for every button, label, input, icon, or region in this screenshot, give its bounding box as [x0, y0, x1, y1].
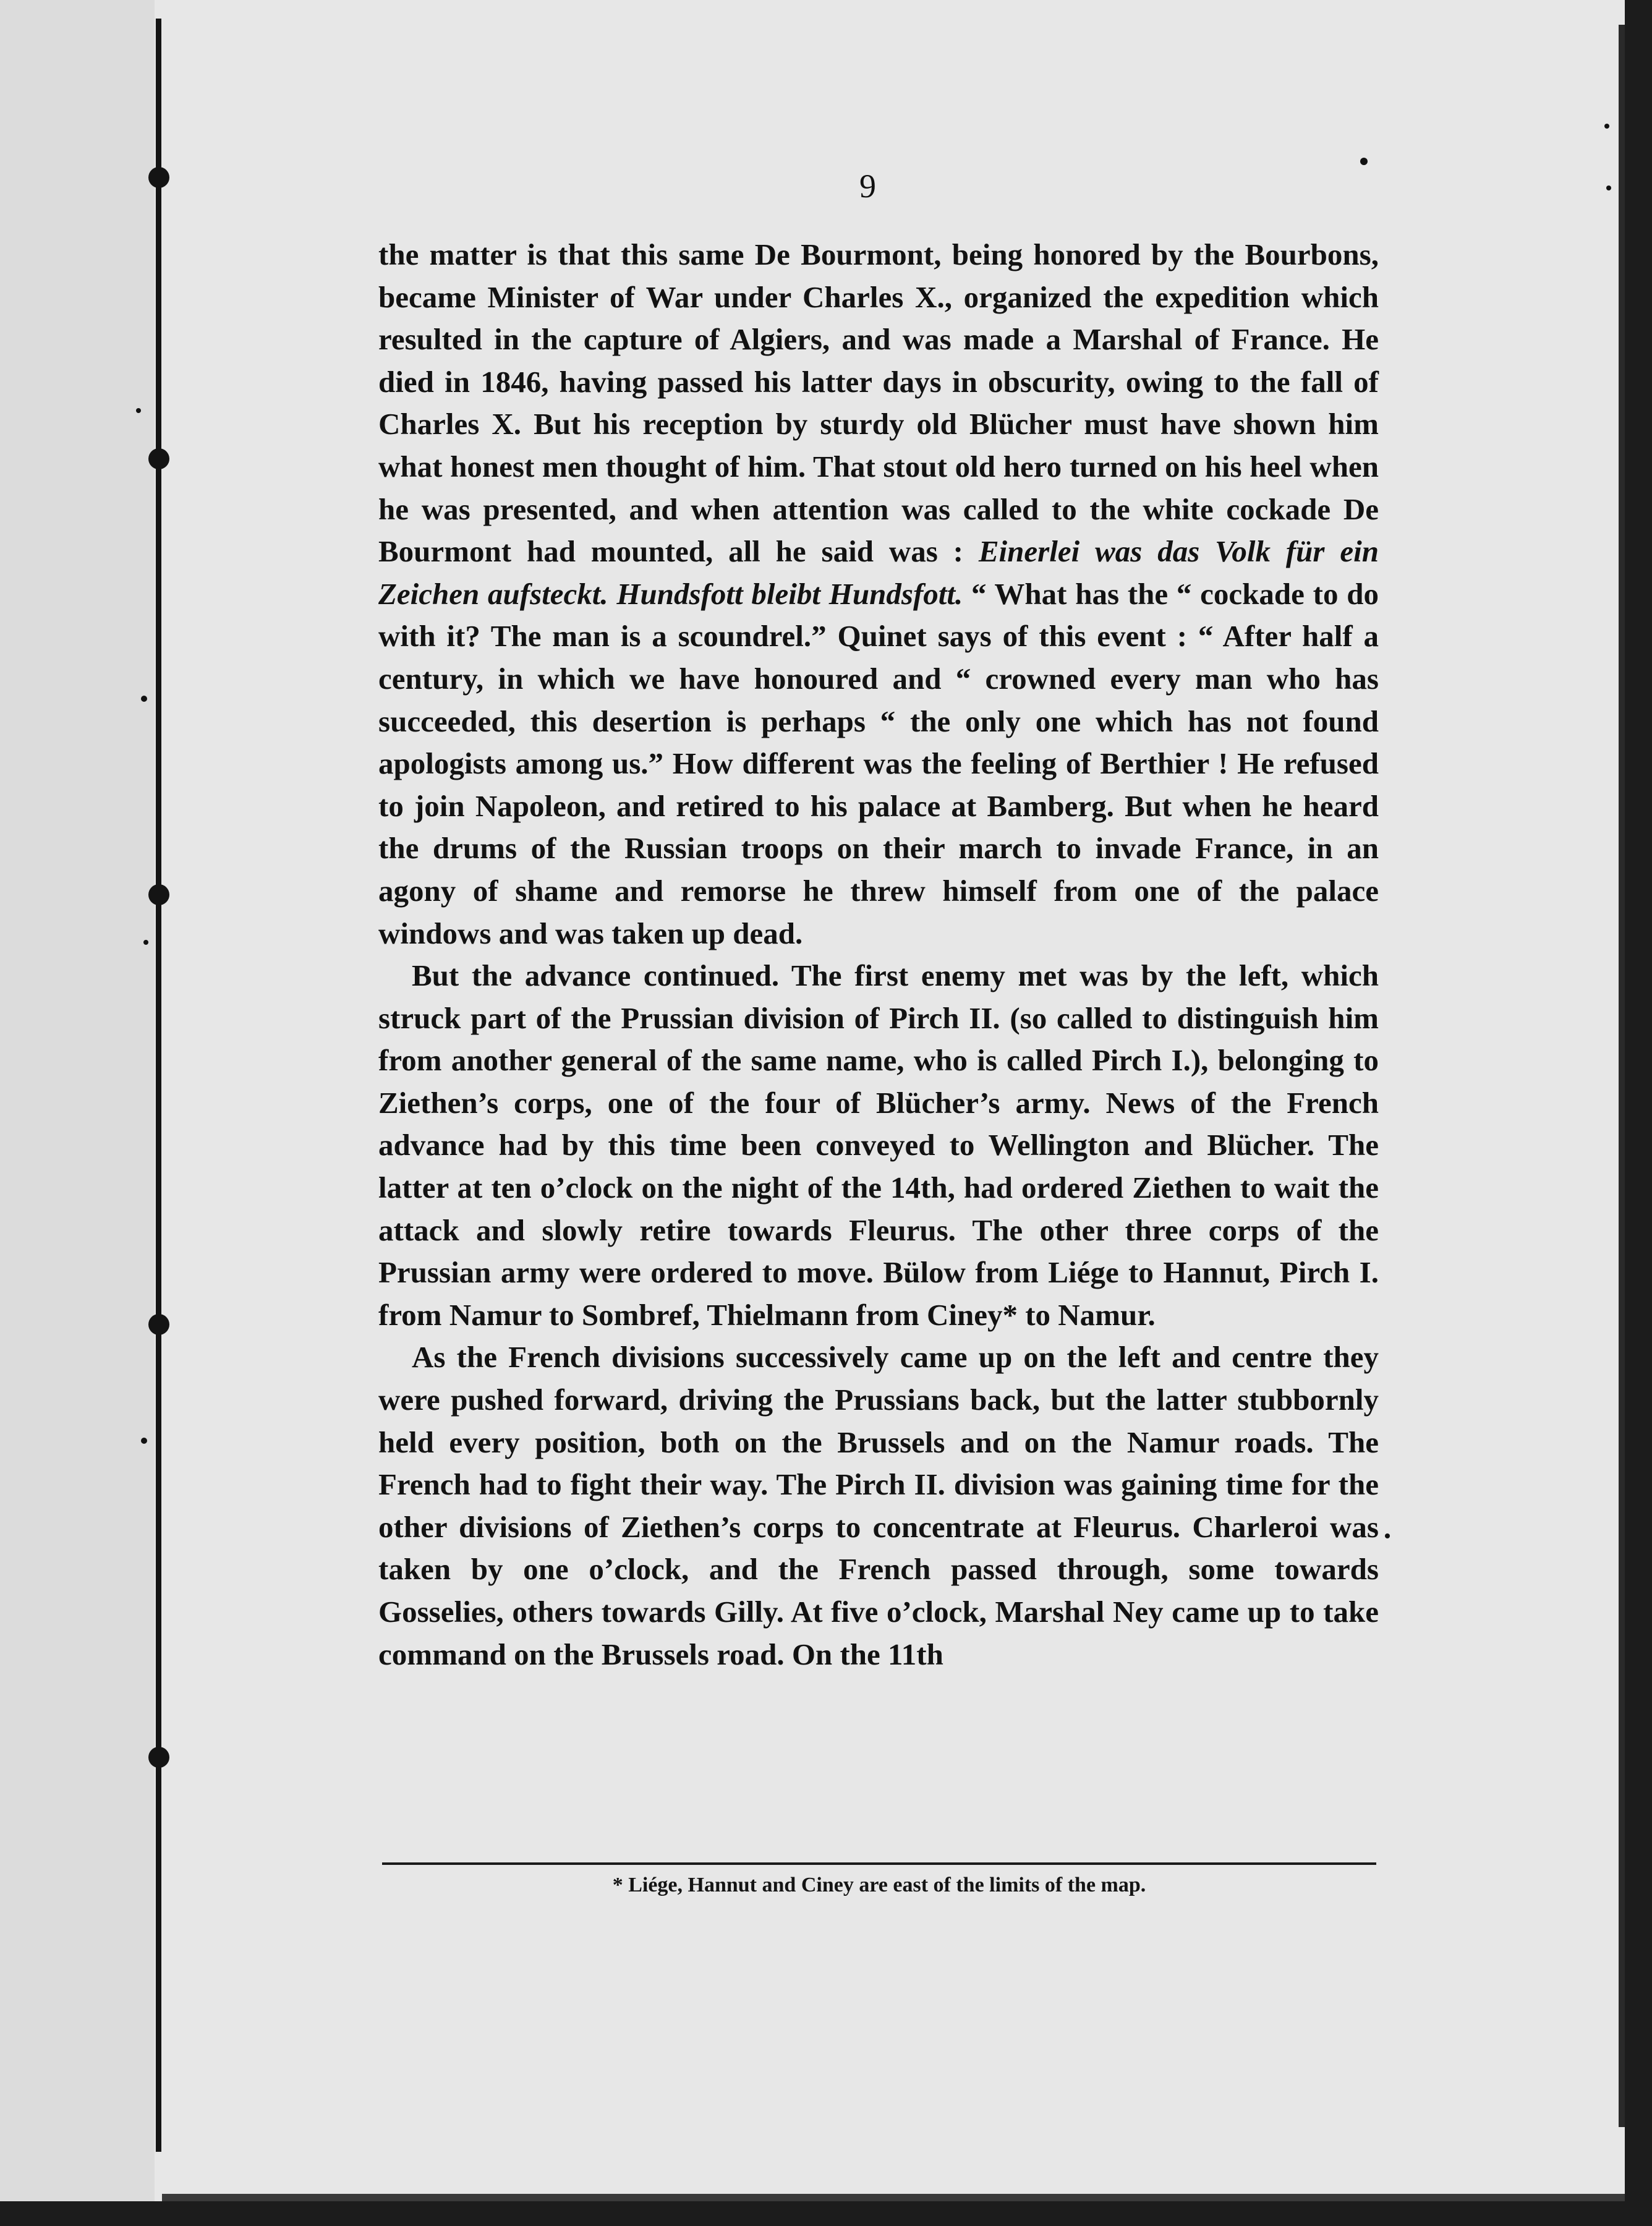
text-run: “ What has the “ cockade to do with it? The man is a scoundrel.” Quinet says of this event : “ After half a century, in which we have honoured and “ crowned every man who has succeeded, this desertion is perhaps “ the only one which has not found apologists among us.” How different was the feeling of Berthier ! He refused to join Napoleon, and retired to his palace at Bamberg. But when he heard the drums of the Russian troops on their march to invade France, in an agony of shame and remorse he threw himself from one of the palace windows and was taken up dead.: [378, 576, 1379, 950]
scan-speck: [1604, 124, 1609, 129]
binding-knot: [148, 1314, 169, 1335]
italic-quote: Einerlei was das Volk für ein Zeichen aufsteckt. Hundsfott bleibt Hundsfott.: [378, 534, 1379, 611]
text-run: But the advance continued. The first enemy met was by the left, which struck part of the Prussian division of Pirch II. (so called to distinguish him from another general of the same name, who is called Pirch I.), belonging to Ziethen’s corps, one of the four of Blücher’s army. News of the French advance had by this time been conveyed to Wellington and Blücher. The latter at ten o’clock on the night of the 14th, had ordered Ziethen to wait the attack and slowly retire towards Fleurus. The other three corps of the Prussian army were ordered to move. Bülow from Liége to Hannut, Pirch I. from Namur to Sombref, Thielmann from Ciney* to Namur.: [378, 958, 1379, 1332]
right-edge-dark: [1625, 0, 1652, 2226]
footnote-rule: [382, 1862, 1376, 1865]
footnote: * Liége, Hannut and Ciney are east of the limits of the map.: [612, 1874, 1146, 1896]
paragraph: [378, 1336, 1379, 1676]
binding-knot: [148, 448, 169, 469]
body-text: [378, 234, 1379, 1676]
binding-knot: [148, 884, 169, 905]
paragraph: [378, 955, 1379, 1336]
text-run: the matter is that this same De Bourmont, being honored by the Bourbons, became Minister of War under Charles X., organized the expedition which resulted in the capture of Algiers, and was made a Marshal of France. He died in 1846, having passed his latter days in obscurity, owing to the fall of Charles X. But his reception by sturdy old Blücher must have shown him what honest men thought of him. That stout old hero turned on his heel when he was presented, and when attention was called to the white cockade De Bourmont had mounted, all he said was :: [378, 237, 1379, 569]
page-number: 9: [859, 168, 876, 205]
text-run: As the French divisions successively came up on the left and centre they were pushed forward, driving the Prussians back, but the latter stubbornly held every position, both on the Brussels and on the Namur roads. The French had to fight their way. The Pirch II. division was gaining time for the other divisions of Ziethen’s corps to concentrate at Fleurus. Charleroi was taken by one o’clock, and the French passed through, some towards Gosselies, others towards Gilly. At five o’clock, Marshal Ney came up to take command on the Brussels road. On the 11th: [378, 1340, 1379, 1671]
scan-speck: [141, 696, 147, 702]
bottom-edge-shadow: [162, 2194, 1625, 2201]
right-edge-shadow: [1619, 25, 1625, 2127]
binding-thread: [156, 19, 161, 2152]
paragraph: [378, 234, 1379, 955]
scan-speck: [1385, 1533, 1390, 1538]
scan-speck: [143, 940, 148, 945]
scan-speck: [1360, 158, 1368, 165]
left-margin-shadow: [0, 0, 155, 2226]
scan-speck: [1606, 186, 1611, 190]
scan-speck: [136, 408, 141, 413]
binding-knot: [148, 1747, 169, 1768]
scan-speck: [141, 1438, 147, 1444]
bottom-edge-dark: [0, 2201, 1652, 2226]
binding-knot: [148, 167, 169, 188]
